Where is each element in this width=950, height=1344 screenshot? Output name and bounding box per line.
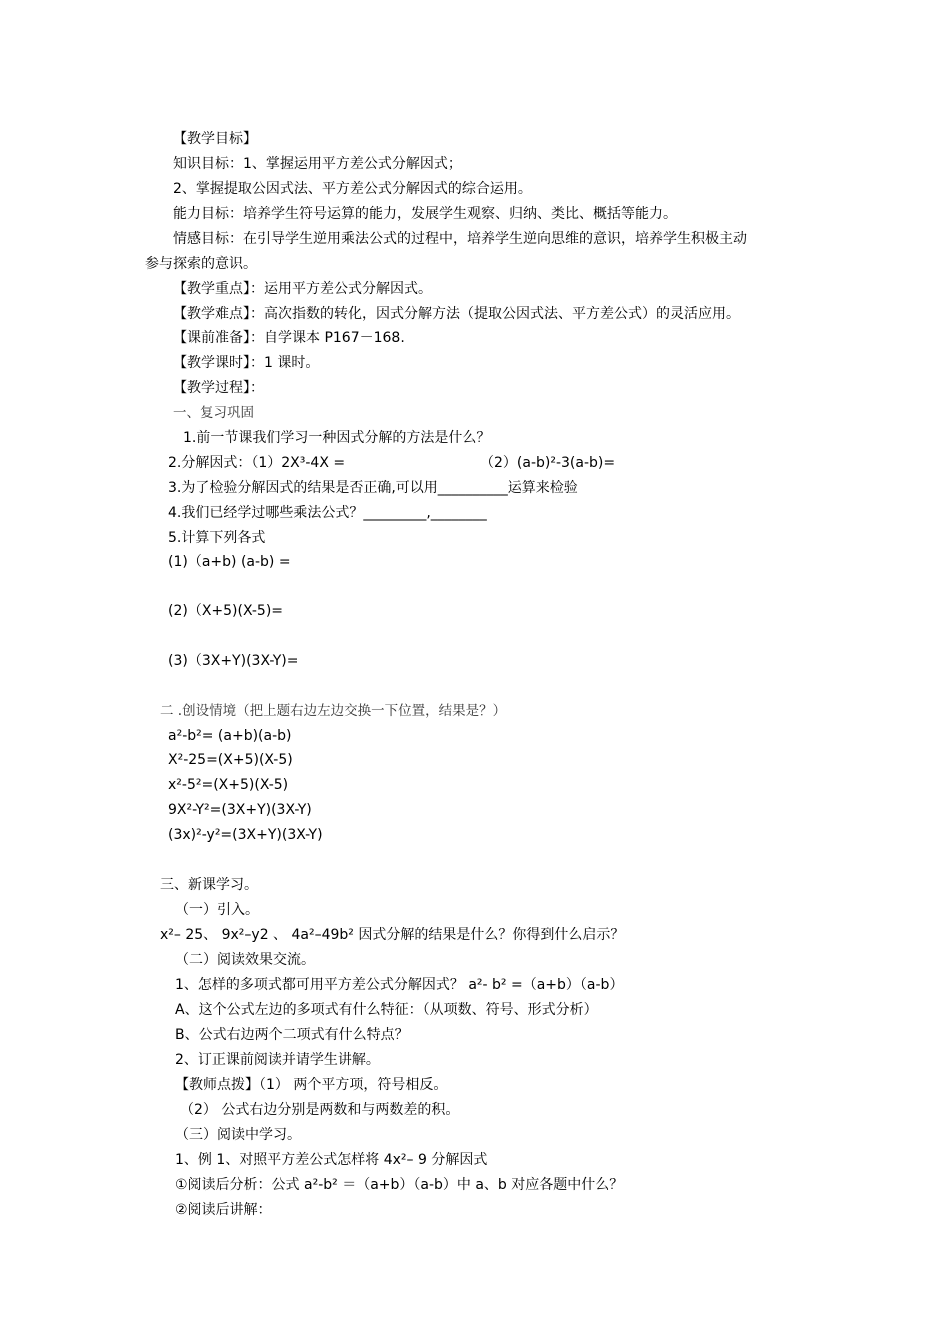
review-q2-part2: （2）(a-b)²-3(a-b)= bbox=[480, 455, 616, 471]
heading-teaching-goals: 【教学目标】 bbox=[173, 131, 257, 147]
subsection-intro: （一）引入。 bbox=[175, 902, 259, 918]
review-q1: 1.前一节课我们学习一种因式分解的方法是什么？ bbox=[183, 430, 491, 446]
knowledge-goal-1: 知识目标：1、掌握运用平方差公式分解因式； bbox=[173, 156, 462, 172]
knowledge-goal-2: 2、掌握提取公因式法、平方差公式分解因式的综合运用。 bbox=[173, 181, 532, 197]
identity-4: 9X²-Y²=(3X+Y)(3X-Y) bbox=[168, 802, 312, 818]
example-explanation: ②阅读后讲解： bbox=[175, 1202, 272, 1218]
intro-question: x²– 25、 9x²–y2 、 4a²–49b² 因式分解的结果是什么？你得到什么启示？ bbox=[160, 927, 625, 943]
exchange-q1-b: B、公式右边两个二项式有什么特点？ bbox=[175, 1027, 409, 1043]
teaching-focus: 【教学重点】：运用平方差公式分解因式。 bbox=[173, 281, 432, 297]
review-q5: 5.计算下列各式 bbox=[168, 530, 266, 546]
calc-3: (3)（3X+Y)(3X-Y)= bbox=[168, 653, 299, 669]
identity-3: x²-5²=(X+5)(X-5) bbox=[168, 777, 289, 793]
exchange-q1: 1、怎样的多项式都可用平方差公式分解因式？ a²- b² =（a+b）（a-b） bbox=[175, 977, 624, 993]
section-new-lesson: 三、新课学习。 bbox=[160, 877, 258, 893]
teaching-difficulty: 【教学难点】：高次指数的转化，因式分解方法（提取公因式法、平方差公式）的灵活应用。 bbox=[173, 306, 740, 322]
exchange-q2: 2、订正课前阅读并请学生讲解。 bbox=[175, 1052, 380, 1068]
teacher-tip-1: 【教师点拨】（1） 两个平方项，符号相反。 bbox=[175, 1077, 448, 1093]
subsection-reading-exchange: （二）阅读效果交流。 bbox=[175, 952, 315, 968]
teaching-process: 【教学过程】： bbox=[173, 380, 264, 396]
calc-2: (2)（X+5)(X-5)= bbox=[168, 603, 284, 619]
teacher-tip-2: （2） 公式右边分别是两数和与两数差的积。 bbox=[180, 1102, 460, 1118]
identity-5: (3x)²-y²=(3X+Y)(3X-Y) bbox=[168, 827, 323, 843]
identity-2: X²-25=(X+5)(X-5) bbox=[168, 752, 293, 768]
review-q4: 4.我们已经学过哪些乘法公式？_________,________ bbox=[168, 505, 487, 521]
emotion-goal: 情感目标：在引导学生逆用乘法公式的过程中，培养学生逆向思维的意识，培养学生积极主动 bbox=[173, 231, 747, 247]
emotion-goal-cont: 参与探索的意识。 bbox=[145, 256, 257, 272]
ability-goal: 能力目标：培养学生符号运算的能力，发展学生观察、归纳、类比、概括等能力。 bbox=[173, 206, 677, 222]
section-scenario: 二 .创设情境（把上题右边左边交换一下位置，结果是？） bbox=[160, 703, 507, 719]
pre-class-prep: 【课前准备】：自学课本 P167－168. bbox=[173, 330, 405, 346]
review-q3: 3.为了检验分解因式的结果是否正确,可以用__________运算来检验 bbox=[168, 480, 578, 496]
calc-1: (1)（a+b) (a-b) = bbox=[168, 554, 291, 570]
exchange-q1-a: A、这个公式左边的多项式有什么特征：（从项数、符号、形式分析） bbox=[175, 1002, 598, 1018]
identity-1: a²-b²= (a+b)(a-b) bbox=[168, 728, 292, 744]
example-analysis: ①阅读后分析：公式 a²-b² ＝（a+b）（a-b）中 a、b 对应各题中什么？ bbox=[175, 1177, 624, 1193]
subsection-learning: （三）阅读中学习。 bbox=[175, 1127, 301, 1143]
review-q2: 2.分解因式：（1）2X³-4X = bbox=[168, 455, 346, 471]
class-hours: 【教学课时】：1 课时。 bbox=[173, 355, 320, 371]
example-1: 1、例 1、对照平方差公式怎样将 4x²– 9 分解因式 bbox=[175, 1152, 488, 1168]
section-review: 一、复习巩固 bbox=[173, 405, 254, 421]
